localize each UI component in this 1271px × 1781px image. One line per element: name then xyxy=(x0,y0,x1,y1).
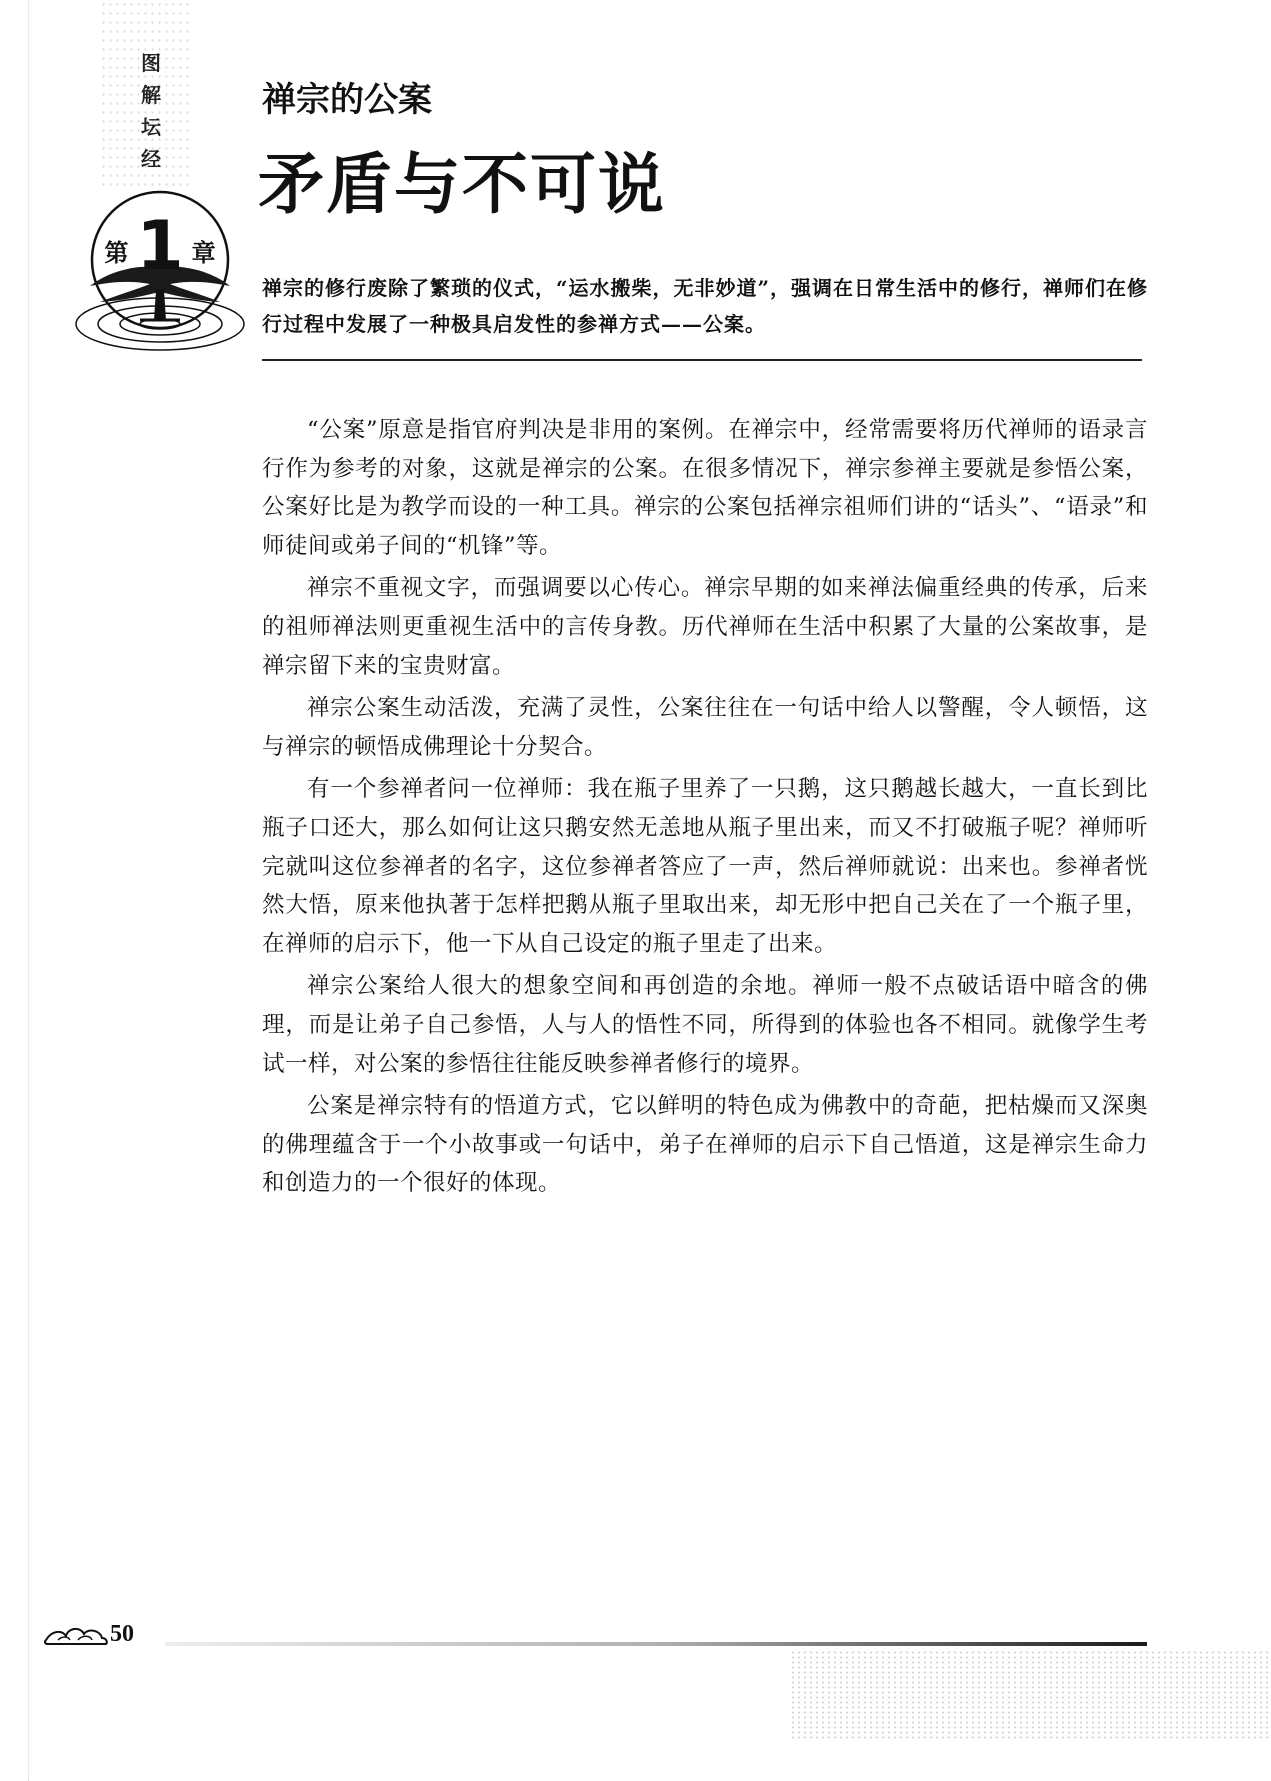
body-paragraph: 禅宗不重视文字，而强调要以心传心。禅宗早期的如来禅法偏重经典的传承，后来的祖师禅法则更重视生活中的言传身教。历代禅师在生活中积累了大量的公案故事，是禅宗留下来的宝贵财富。 xyxy=(262,575,1148,679)
chapter-number: 1 xyxy=(136,207,184,286)
footer-rule xyxy=(165,1642,1147,1646)
series-char: 图 xyxy=(141,51,161,75)
body-paragraph: 有一个参禅者问一位禅师：我在瓶子里养了一只鹅，这只鹅越长越大，一直长到比瓶子口还大，那么如何让这只鹅安然无恙地从瓶子里出来，而又不打破瓶子呢？禅师听完就叫这位参禅者的名字，这位参禅者答应了一声，然后禅师就说：出来也。参禅者恍然大悟，原来他执著于怎样把鹅从瓶子里取出来，却无形中把自己关在了一个瓶子里，在禅师的启示下，他一下从自己设定的瓶子里走了出来。 xyxy=(262,776,1148,957)
series-label xyxy=(136,50,166,172)
body-text xyxy=(262,411,1148,1207)
chapter-prefix: 第 xyxy=(104,239,129,267)
page-number: 50 xyxy=(110,1621,134,1647)
chapter-suffix: 章 xyxy=(191,239,216,267)
series-char: 经 xyxy=(141,147,161,171)
chapter-badge xyxy=(70,190,250,390)
series-char: 解 xyxy=(141,83,161,107)
body-paragraph: 禅宗公案生动活泼，充满了灵性，公案往往在一句话中给人以警醒，令人顿悟，这与禅宗的顿悟成佛理论十分契合。 xyxy=(262,695,1148,760)
chapter-label xyxy=(70,207,250,286)
section-title: 矛盾与不可说 xyxy=(258,145,666,223)
section-subtitle: 禅宗的公案 xyxy=(262,80,432,120)
binding-edge xyxy=(0,0,29,1781)
intro-summary: 禅宗的修行废除了繁琐的仪式，“运水搬柴，无非妙道”，强调在日常生活中的修行，禅师们在修行过程中发展了一种极具启发性的参禅方式——公案。 xyxy=(262,276,1149,336)
cloud-ornament-icon xyxy=(44,1624,110,1648)
page-footer xyxy=(0,1600,1271,1700)
scan-noise xyxy=(790,1650,1270,1740)
body-paragraph: 公案是禅宗特有的悟道方式，它以鲜明的特色成为佛教中的奇葩，把枯燥而又深奥的佛理蕴含于一个小故事或一句话中，弟子在禅师的启示下自己悟道，这是禅宗生命力和创造力的一个很好的体现。 xyxy=(262,1093,1148,1197)
intro-divider xyxy=(262,359,1142,361)
body-paragraph: “公案”原意是指官府判决是非用的案例。在禅宗中，经常需要将历代禅师的语录言行作为参考的对象，这就是禅宗的公案。在很多情况下，禅宗参禅主要就是参悟公案，公案好比是为教学而设的一种工具。禅宗的公案包括禅宗祖师们讲的“话头”、“语录”和师徒间或弟子间的“机锋”等。 xyxy=(262,417,1148,559)
series-char: 坛 xyxy=(141,115,161,139)
body-paragraph: 禅宗公案给人很大的想象空间和再创造的余地。禅师一般不点破话语中暗含的佛理，而是让弟子自己参悟，人与人的悟性不同，所得到的体验也各不相同。就像学生考试一样，对公案的参悟往往能反映参禅者修行的境界。 xyxy=(262,973,1148,1077)
